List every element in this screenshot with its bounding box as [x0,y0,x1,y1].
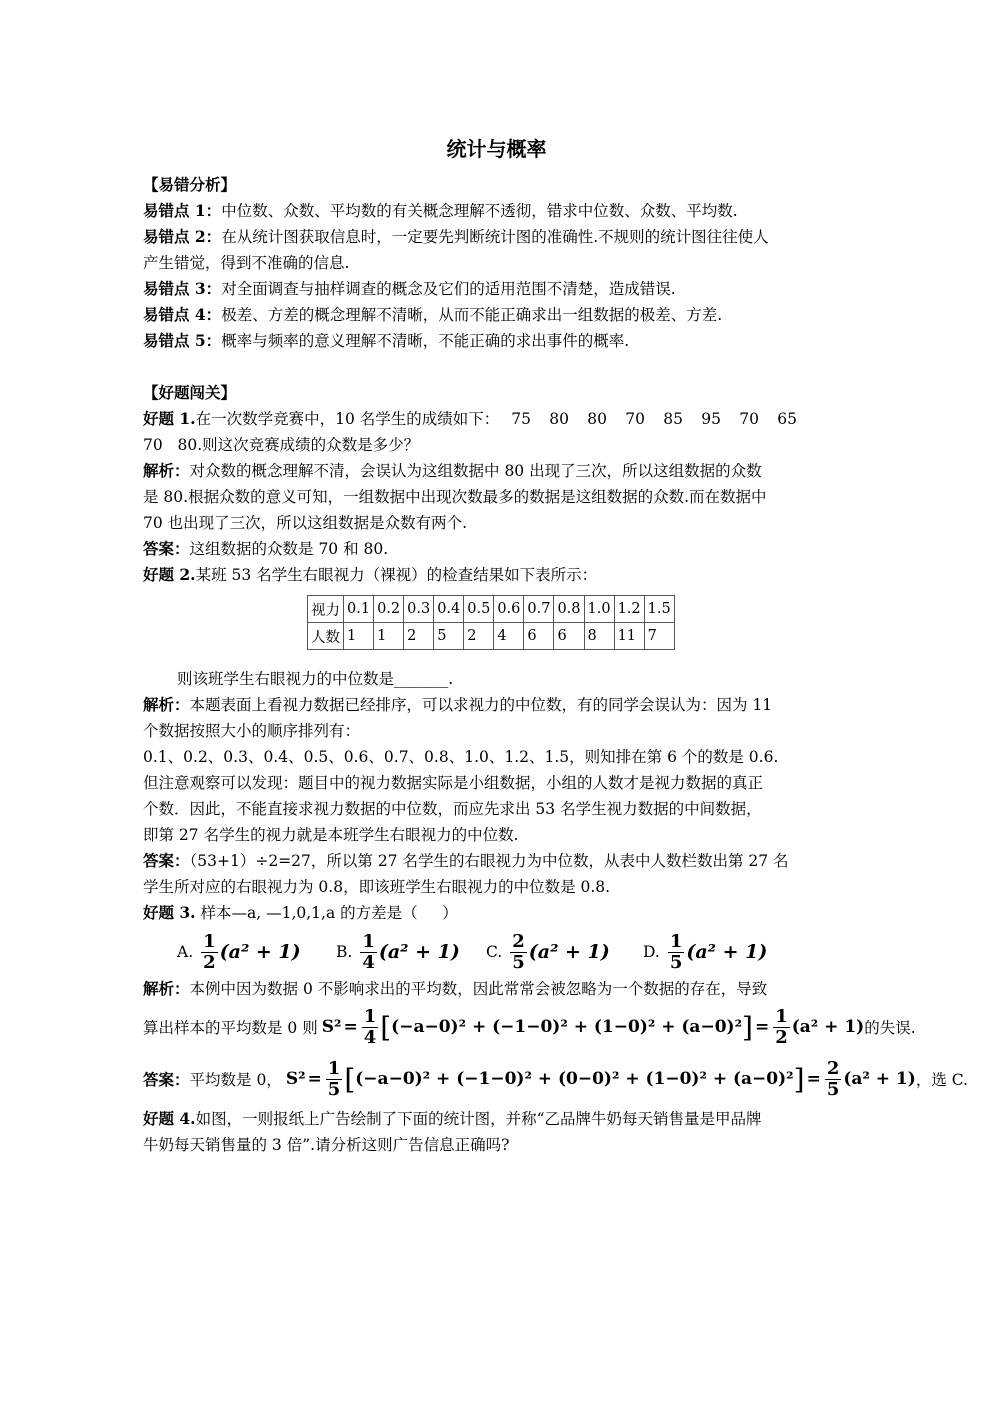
table-cell: 5 [434,623,464,650]
analysis-text: 算出样本的平均数是 0 则 [143,1019,318,1037]
q2-analysis-l4: 但注意观察可以发现：题目中的视力数据实际是小组数据，小组的人数才是视力数据的真正 [143,774,764,792]
table-cell: 视力 [308,596,344,623]
numerator: 1 [669,930,683,952]
fraction [510,932,527,973]
score: 80 [549,410,569,428]
error-label: 易错点 2： [143,227,222,246]
analysis-label: 解析： [143,461,190,480]
q3-label: 好题 3. [143,903,196,922]
analysis-text: 本例中因为数据 0 不影响求出的平均数，因此常常会被忽略为一个数据的存在，导致 [189,980,768,998]
error-text: 极差、方差的概念理解不清晰，从而不能正确求出一组数据的极差、方差. [221,306,723,324]
q2-line1 [143,563,597,587]
error-point-1 [143,199,738,223]
fraction [773,1007,790,1048]
option-expr: (a² + 1) [378,941,460,963]
table-cell: 1.5 [644,596,674,623]
table-cell: 0.8 [554,596,584,623]
fraction [825,1059,842,1100]
option-letter: A. [177,943,194,961]
error-point-5 [143,329,629,353]
option-letter: D. [643,943,660,961]
fraction [326,1059,343,1100]
q1-line1 [143,407,797,431]
option-c[interactable] [486,930,610,974]
table-cell: 0.6 [494,596,524,623]
denominator: 5 [826,1078,840,1100]
option-expr: (a² + 1) [528,941,610,963]
denominator: 4 [363,1026,377,1048]
table-cell: 0.1 [344,596,374,623]
denominator: 5 [669,951,683,973]
score: 75 [511,410,531,428]
table-cell: 2 [464,623,494,650]
analysis-label: 解析： [143,979,190,998]
answer-text: （53+1）÷2=27，所以第 27 名学生的右眼视力为中位数，从表中人数栏数出第 27 名 [189,852,789,870]
q1-text: 在一次数学竞赛中，10 名学生的成绩如下： [195,410,500,428]
numerator: 1 [363,1005,377,1027]
q4-line1 [143,1107,762,1131]
denominator: 5 [512,951,525,973]
score: 70 [625,410,645,428]
numerator: 1 [775,1005,788,1027]
option-expr: (a² + 1) [686,941,768,963]
q1-analysis [143,459,762,483]
error-label: 易错点 4： [143,305,222,324]
formula-s: S² [285,1069,306,1089]
numerator: 2 [512,930,525,952]
error-text: 中位数、众数、平均数的有关概念理解不透彻，错求中位数、众数、平均数. [221,202,738,220]
score: 80 [587,410,607,428]
table-cell: 11 [614,623,644,650]
q2-analysis-l6: 即第 27 名学生的视力就是本班学生右眼视力的中位数. [143,826,519,844]
score: 85 [663,410,683,428]
table-cell: 1.2 [614,596,644,623]
error-point-3 [143,277,676,301]
denominator: 5 [327,1078,341,1100]
option-a[interactable] [177,930,301,974]
page-title: 统计与概率 [446,137,547,161]
numerator: 1 [362,930,375,952]
table-row [308,623,675,650]
table-cell: 8 [584,623,614,650]
good-header: 【好题闯关】 [143,383,237,402]
error-text: 产生错觉，得到不准确的信息. [143,254,350,272]
table-cell: 2 [404,623,434,650]
table-cell: 6 [524,623,554,650]
formula-body: (−a−0)² + (−1−0)² + (1−0)² + (a−0)² [391,1017,743,1037]
table-cell: 0.3 [404,596,434,623]
analysis-text: 本题表面上看视力数据已经排序，可以求视力的中位数，有的同学会误认为：因为 11 [189,696,773,714]
error-text: 在从统计图获取信息时，一定要先判断统计图的准确性.不规则的统计图往往使人 [221,228,769,246]
q3-text: 样本—a, —1,0,1,a 的方差是（ ） [195,904,458,922]
answer-text: ，选 C. [915,1071,968,1089]
table-cell: 7 [644,623,674,650]
denominator: 2 [203,951,216,973]
error-label: 易错点 3： [143,279,222,298]
score: 65 [777,410,797,428]
numerator: 2 [826,1057,840,1079]
error-text: 概率与频率的意义理解不清晰，不能正确的求出事件的概率. [221,332,630,350]
q2-answer-l2: 学生所对应的右眼视力为 0.8，即该班学生右眼视力的中位数是 0.8. [143,878,611,896]
q1-answer [143,537,388,561]
vision-table [307,595,675,650]
q2-analysis-l5: 个数．因此，不能直接求视力数据的中位数，而应先求出 53 名学生视力数据的中间数据， [143,800,762,818]
error-label: 易错点 5： [143,331,222,350]
q2-label: 好题 2. [143,565,196,584]
option-b[interactable] [336,930,460,974]
error-point-4 [143,303,722,327]
table-cell: 0.2 [374,596,404,623]
analysis-text: 对众数的概念理解不清，会误认为这组数据中 80 出现了三次，所以这组数据的众数 [189,462,762,480]
denominator: 2 [775,1026,788,1048]
q3-line1 [143,901,458,925]
numerator: 1 [327,1057,341,1079]
q2-answer [143,849,789,873]
q1-analysis-l2: 是 80.根据众数的意义可知，一组数据中出现次数最多的数据是这组数据的众数.而在数据中 [143,488,767,506]
answer-label: 答案： [143,851,190,870]
error-point-2-cont [143,251,349,275]
q2-text: 某班 53 名学生右眼视力（裸视）的检查结果如下表所示： [195,566,598,584]
denominator: 4 [362,951,375,973]
formula-rhs: (a² + 1) [791,1017,865,1037]
fraction [362,1007,379,1048]
option-letter: C. [486,943,503,961]
q3-analysis [143,977,767,1001]
q2-analysis [143,693,772,717]
table-cell: 人数 [308,623,344,650]
table-cell: 4 [494,623,524,650]
analysis-text: 的失误. [864,1019,916,1037]
option-expr: (a² + 1) [219,941,301,963]
answer-text: 这组数据的众数是 70 和 80. [189,540,389,558]
answer-text: 平均数是 0， [189,1071,282,1089]
q1-analysis-l3: 70 也出现了三次，所以这组数据是众数有两个. [143,514,468,532]
fraction [668,932,685,973]
table-row [308,596,675,623]
numerator: 1 [203,930,216,952]
option-d[interactable] [643,930,767,974]
q3-answer: 答案： 平均数是 0， S² = $\frac{1}{5}$ [ (−a−0)² + (−1−0)² + (0−0)² + (1−0)² + (a−0)² ] = $\frac{2}{5}$ (a² + 1) ，选 C. [143,1057,968,1100]
q2-analysis-l2: 个数据按照大小的顺序排列有： [143,722,361,740]
error-point-2 [143,225,769,249]
fraction [201,932,218,973]
error-text: 对全面调查与抽样调查的概念及它们的适用范围不清楚，造成错误. [221,280,676,298]
table-cell: 0.7 [524,596,554,623]
q2-question: 则该班学生右眼视力的中位数是_______. [177,670,454,688]
q1-line2: 70 80.则这次竞赛成绩的众数是多少？ [143,436,420,454]
answer-label: 答案： [143,1070,190,1089]
table-cell: 6 [554,623,584,650]
q2-analysis-l3: 0.1、0.2、0.3、0.4、0.5、0.6、0.7、0.8、1.0、1.2、1.5，则知排在第 6 个的数是 0.6. [143,748,779,766]
formula-body: (−a−0)² + (−1−0)² + (0−0)² + (1−0)² + (a−0)² [355,1069,794,1089]
q4-text: 如图，一则报纸上广告绘制了下面的统计图，并称“乙品牌牛奶每天销售量是甲品牌 [195,1110,762,1128]
table-cell: 0.4 [434,596,464,623]
score: 70 [739,410,759,428]
q4-label: 好题 4. [143,1109,196,1128]
table-cell: 1 [344,623,374,650]
formula-s: S² [321,1017,342,1037]
q1-label: 好题 1. [143,409,196,428]
q4-line2: 牛奶每天销售量的 3 倍”.请分析这则广告信息正确吗? [143,1136,510,1154]
table-cell: 1 [374,623,404,650]
q3-analysis-formula: 算出样本的平均数是 0 则 S² = $\frac{1}{4}$ [ (−a−0)² + (−1−0)² + (1−0)² + (a−0)² ] = $\frac{1}{2}$ (a² + 1) 的失误. [143,1005,916,1048]
table-cell: 0.5 [464,596,494,623]
error-label: 易错点 1： [143,201,222,220]
formula-rhs: (a² + 1) [843,1069,916,1089]
option-letter: B. [336,943,353,961]
analysis-label: 解析： [143,695,190,714]
answer-label: 答案： [143,539,190,558]
fraction [360,932,377,973]
analysis-header: 【易错分析】 [143,175,237,194]
table-cell: 1.0 [584,596,614,623]
score: 95 [701,410,721,428]
